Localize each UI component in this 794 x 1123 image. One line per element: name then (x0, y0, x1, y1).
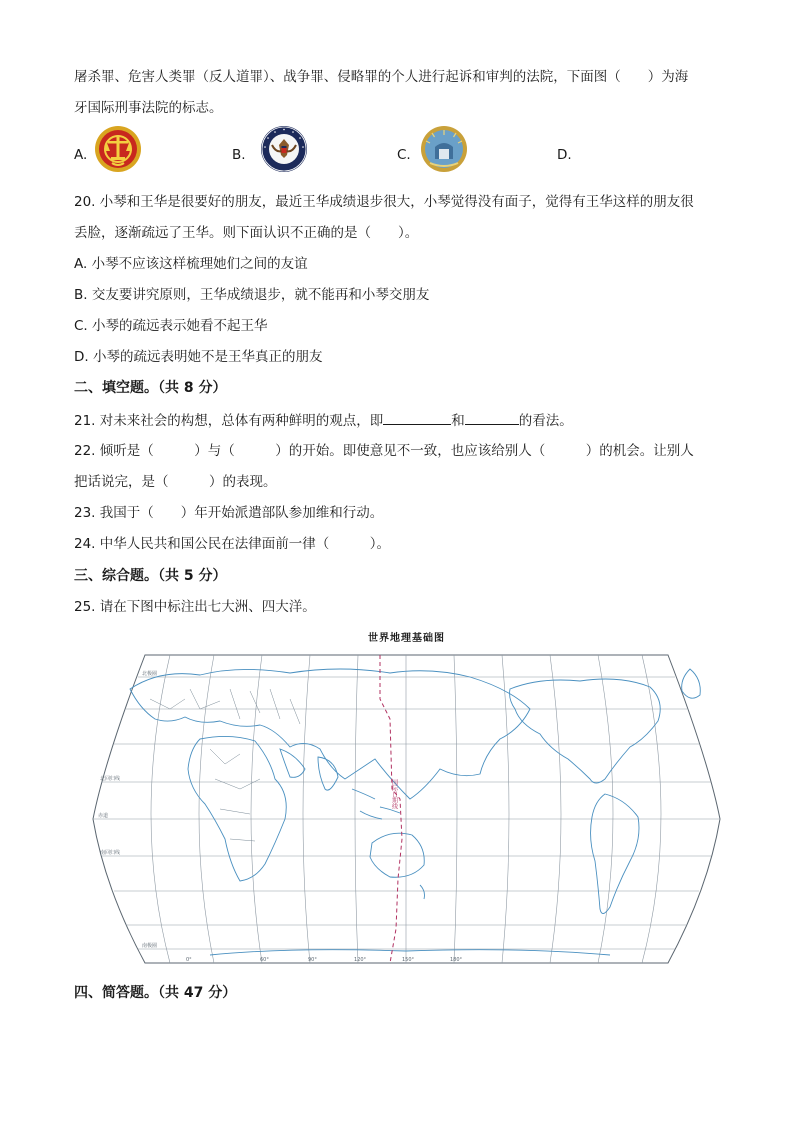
section3-heading: 三、综合题。（共 5 分） (74, 568, 227, 584)
q21-text-post: 的看法。 (518, 413, 573, 429)
label-antarctic-circle: 南极圈 (142, 943, 158, 949)
date-line-label: 国际日期线 (390, 779, 398, 809)
q20-option-c: C. 小琴的疏远表示她看不起王华 (74, 318, 268, 334)
q22-text-line1: 22. 倾听是（ ）与（ ）的开始。即使意见不一致，也应该给别人（ ）的机会。让别人 (74, 443, 694, 459)
q21-blank-1 (383, 410, 451, 425)
q20-text-line1: 20. 小琴和王华是很要好的朋友，最近王华成绩退步很大，小琴觉得没有面子，觉得有王华这样的朋友很 (74, 194, 694, 210)
label-150: 150° (402, 957, 415, 963)
q25-text: 25. 请在下图中标注出七大洲、四大洋。 (74, 599, 316, 615)
q19-option-a-label: A. (74, 147, 88, 163)
q23-text: 23. 我国于（ ）年开始派遣部队参加维和行动。 (74, 505, 384, 521)
q20-option-d: D. 小琴的疏远表明她不是王华真正的朋友 (74, 349, 323, 365)
q22-text-line2: 把话说完，是（ ）的表现。 (74, 474, 277, 490)
label-arctic-circle: 北极圈 (142, 671, 158, 677)
q21-text-mid: 和 (451, 413, 465, 429)
map-outline (93, 655, 720, 963)
label-tropic-cancer: 北回归线 (100, 776, 121, 782)
label-tropic-capricorn: 南回归线 (100, 850, 121, 856)
q19-option-d-label: D. (557, 147, 572, 163)
world-map (90, 629, 723, 967)
label-0: 0° (186, 957, 192, 963)
label-60: 60° (260, 957, 269, 963)
q19-text-line2: 牙国际刑事法院的标志。 (74, 100, 223, 116)
section4-heading: 四、简答题。（共 47 分） (74, 985, 237, 1001)
label-90: 90° (308, 957, 317, 963)
label-120: 120° (354, 957, 367, 963)
q21-blank-2 (465, 410, 519, 425)
q24-text: 24. 中华人民共和国公民在法律面前一律（ ）。 (74, 536, 391, 552)
q20-text-line2: 丢脸，逐渐疏远了王华。则下面认识不正确的是（ ）。 (74, 225, 419, 241)
world-map-graphic (90, 629, 723, 967)
section2-heading: 二、填空题。（共 8 分） (74, 380, 227, 396)
label-equator: 赤道 (98, 813, 109, 819)
q21-text-pre: 21. 对未来社会的构想，总体有两种鲜明的观点，即 (74, 413, 384, 429)
q19-option-b-label: B. (232, 147, 246, 163)
map-title: 世界地理基础图 (368, 633, 445, 644)
q20-option-b: B. 交友要讲究原则，王华成绩退步，就不能再和小琴交朋友 (74, 287, 430, 303)
q19-text-line1: 屠杀罪、危害人类罪（反人道罪）、战争罪、侵略罪的个人进行起诉和审判的法院，下面图（ ）为海 (74, 69, 689, 85)
court-emblem-icon (94, 125, 142, 173)
presidential-seal-icon (260, 125, 308, 173)
q20-option-a: A. 小琴不应该这样梳理她们之间的友谊 (74, 256, 308, 272)
q19-option-c-label: C. (397, 147, 411, 163)
label-180: 180° (450, 957, 463, 963)
icc-emblem-icon (420, 125, 468, 173)
q21-text (74, 410, 573, 431)
